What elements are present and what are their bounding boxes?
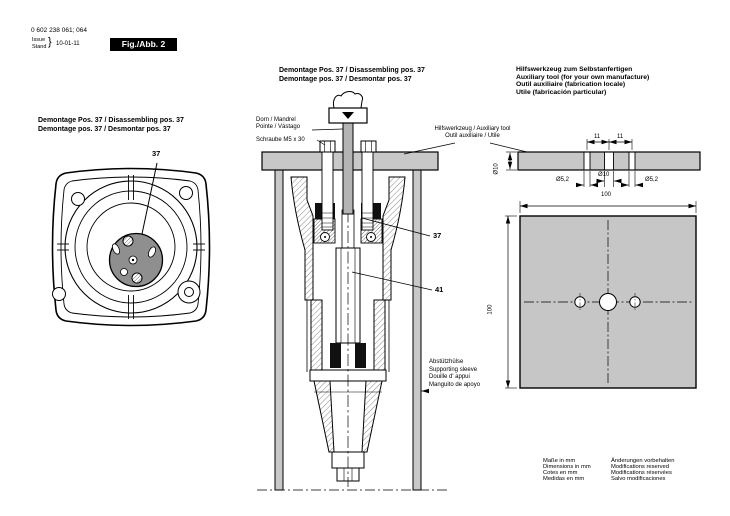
- title-line: Outil auxiliaire (fabrication locale): [516, 81, 626, 89]
- flange-drawing: [53, 163, 210, 326]
- dim-width: 100: [601, 191, 612, 198]
- flange-callout-37-leader: [142, 163, 157, 234]
- label-line: Douille d' appui: [429, 374, 470, 381]
- mandrel-break: [333, 92, 362, 108]
- issue-brace: }: [48, 36, 52, 48]
- seal-block-right: [355, 343, 366, 368]
- cone-wall-left: [314, 381, 334, 452]
- title-line: Demontage pos. 37 / Desmontar pos. 37: [38, 125, 171, 133]
- footer-line: Cotes en mm: [543, 469, 578, 476]
- label-line: Dorn / Mandrel: [256, 117, 296, 123]
- title-line: Utile (fabricación particular): [516, 89, 607, 97]
- dim-hole-right: Ø5,2: [645, 176, 659, 183]
- dim-hole-center: Ø10: [598, 171, 610, 178]
- dim-hole-left: Ø5,2: [556, 176, 570, 183]
- label-line: Pointe / Vástago: [256, 124, 301, 130]
- neck-wall-left: [311, 300, 322, 372]
- footer-modifications: [611, 458, 675, 483]
- sleeve-label: [429, 359, 480, 390]
- section-view-title: [279, 67, 425, 84]
- fig-badge: Fig./Abb. 2: [110, 38, 177, 51]
- housing-wall-left: [291, 177, 313, 300]
- support-rail-left: [275, 170, 283, 490]
- hub-part-37: [110, 234, 163, 287]
- issue-date: 10-01-11: [56, 41, 80, 47]
- aux-tool-label: [415, 126, 530, 140]
- footer-line: Modifications réservées: [611, 469, 672, 476]
- mandrel-label: [256, 117, 300, 131]
- issue-label: Issue: [32, 37, 46, 43]
- screw-label: Schraube M5 x 30: [256, 136, 305, 143]
- mandrel-shaft: [343, 122, 353, 214]
- label-line: Abstützhülse: [429, 359, 464, 365]
- callout-37-flange: 37: [152, 149, 161, 158]
- dim-height: 100: [487, 304, 494, 315]
- callout-37-section: 37: [433, 231, 442, 240]
- footer-line: Salvo modificaciones: [611, 476, 666, 483]
- label-line: Manguito de apoyo: [429, 382, 481, 389]
- dim-pitch-left: 11: [594, 133, 601, 140]
- footer-units: [543, 458, 591, 483]
- title-line: Demontage pos. 37 / Desmontar pos. 37: [279, 75, 412, 83]
- plate-hole-center: [600, 294, 617, 311]
- dim-pitch-right: 11: [617, 133, 624, 140]
- footer-line: Dimensions in mm: [543, 463, 591, 470]
- footer-line: Modifications reserved: [611, 463, 669, 470]
- title-line: Auxiliary tool (for your own manufacture): [516, 73, 650, 81]
- seal-block-left: [330, 343, 341, 368]
- aux-view-title: [516, 66, 649, 97]
- title-line: Demontage Pos. 37 / Disassembling pos. 37: [38, 117, 184, 124]
- label-line: Hilfswerkzeug / Auxiliary tool: [434, 126, 511, 132]
- title-line: Hilfswerkzeug zum Selbstanfertigen: [516, 66, 633, 73]
- footer-line: Änderungen vorbehalten: [611, 457, 675, 464]
- label-line: Supporting sleeve: [429, 366, 478, 373]
- flange-view-title: [38, 117, 184, 134]
- label-line: Outil auxiliaire / Utile: [445, 133, 500, 139]
- neck-wall-right: [374, 300, 385, 372]
- cone-wall-right: [362, 381, 382, 452]
- screw-left: [320, 141, 335, 230]
- part-number: 0 602 238 061; 064: [31, 27, 88, 34]
- footer-line: Medidas en mm: [543, 476, 585, 483]
- title-line: Demontage Pos. 37 / Disassembling pos. 37: [279, 67, 425, 74]
- support-rail-right: [413, 170, 421, 490]
- assembly-drawing: [257, 92, 527, 490]
- callout-41-section: 41: [435, 285, 444, 294]
- dim-thickness: Ø10: [493, 163, 500, 175]
- footer-line: Maße in mm: [543, 457, 576, 464]
- stand-label: Stand: [32, 43, 47, 50]
